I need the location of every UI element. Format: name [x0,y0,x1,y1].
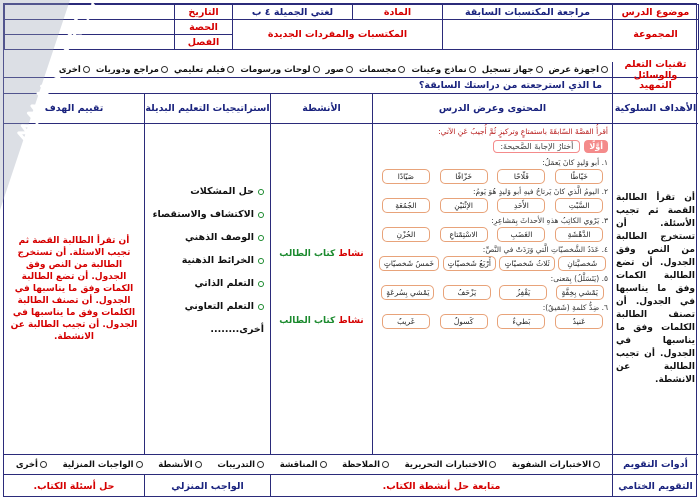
assessment-tools-row [4,454,698,474]
assessment-option[interactable] [405,460,497,470]
tool-option-label: جهاز تسجيل [481,64,534,75]
radio-circle-icon[interactable] [593,461,600,468]
group-value[interactable] [443,20,613,50]
activities-cell [270,124,372,454]
tool-option-label: صور [325,64,344,75]
assessment-option[interactable] [16,460,47,470]
assessment-option-label: المناقشة [279,459,318,470]
strategies-cell [144,124,270,454]
assessment-option[interactable] [280,460,327,470]
answer-option[interactable]: الاسْتِمْتاعِ [440,227,488,242]
question-text: ١. أبو وَليدٍ كانَ يَعمَلُ: [542,158,608,167]
evaluation-cell [4,124,144,454]
content-instruction: أقرأُ القصَّةَ السّابقَةَ باستمتاعٍ وتركيزٍ ثُمَّ أُجيبُ عَنِ الآتي: [438,127,608,136]
radio-circle-icon[interactable] [195,461,202,468]
final-label: التقويم الختامي [612,475,698,497]
answer-options [377,285,608,300]
answer-option[interactable]: يَمْشي بِخِفَّةٍ [556,285,604,300]
radio-circle-icon[interactable] [161,66,168,73]
final-assessment-row [4,474,698,497]
tool-option[interactable] [326,65,353,75]
answer-option[interactable]: صَيّادًا [382,169,430,184]
tool-option-label: لوحات ورسومات [240,64,311,75]
answer-option[interactable]: عَنيدٌ [555,314,603,329]
activity-item [271,316,372,326]
radio-circle-icon[interactable] [227,66,234,73]
assessment-option[interactable] [217,460,264,470]
answer-option[interactable]: الغَضَبِ [497,227,545,242]
learning-tools-row [4,58,698,81]
option-circle-icon[interactable] [258,212,264,218]
strategy-item [151,324,264,335]
subject-value: لغتي الجميلة ٤ ب [233,5,353,20]
tools-options [4,65,612,75]
exercise-number-badge: أوَّلًا [584,140,608,153]
assessment-option-label: الأنشطة [158,459,193,470]
date-value[interactable] [5,5,175,20]
period-label: الحصة [175,20,233,35]
strategy-label: الوصف الذهني [185,232,254,243]
answer-option[interactable]: الإثْنَيْنِ [440,198,488,213]
radio-circle-icon[interactable] [40,461,47,468]
answer-option[interactable]: يَزْحَفُ [443,285,491,300]
evaluation-text: أن تقرأ الطالبة القصة ثم تجيب الاسئلة. أن تستخرج الطالبة من النص وفق الجدول. أن تضع الطالبة الكمات وفق ما يناسبها في الجدول. أن تصنف الطالبة الكلمات وفق ما يناسبها في الجدول. أن تجيب الطالبة عن الانشطة. [10,236,138,342]
tool-option[interactable] [174,65,234,75]
plan-body [4,124,698,454]
assessment-option[interactable] [63,460,143,470]
strategy-item [151,278,264,289]
class-label: الفصل [175,35,233,50]
answer-option[interactable]: الأَحَدِ [497,198,545,213]
intro-label: التمهيد [612,78,698,93]
assessment-option-label: الاختبارات الشفوية [511,459,592,470]
option-circle-icon[interactable] [258,235,264,241]
group-label: المجموعة [613,20,699,50]
strategy-label: أخرى........ [210,324,264,335]
radio-circle-icon[interactable] [469,66,476,73]
answer-option[interactable]: يَمْشي بِسُرعَةٍ [381,285,434,300]
strategy-item [151,301,264,312]
subject-label: المادة [353,5,443,20]
answer-option[interactable]: أَرْبَعُ شَخصيّاتٍ [443,256,496,271]
intro-question: ما الذي استرجعته من دراستك السابقة؟ [418,80,602,91]
col-objectives: الأهداف السلوكية [612,94,698,123]
option-circle-icon[interactable] [258,258,264,264]
strategy-label: الاكتشاف والاستقصاء [152,209,254,220]
activity-source: كتاب الطالب [279,249,336,259]
strategy-label: التعلم التعاوني [184,301,254,312]
activity-type: نشاط [338,249,364,259]
homework-value: حل أسئلة الكتاب. [33,480,115,492]
tool-option-label: مجسمات [358,64,397,75]
topic-label: موضوع الدرس [613,5,699,20]
radio-circle-icon[interactable] [601,66,608,73]
radio-circle-icon[interactable] [83,66,90,73]
question-text: ٤. عَدَدُ الشَّخصيّاتِ الَّتي وَرَدَتْ في النَّصِّ: [482,245,608,254]
header-table [4,4,699,50]
answer-option[interactable]: شَخصيَّتانِ [558,256,606,271]
col-activities: الأنشطة [270,94,372,123]
col-strategies: استراتيجيات التعليم البديلة [144,94,270,123]
answer-options [377,198,608,213]
assessment-option-label: الملاحظة [342,459,380,470]
assessment-label: أدوات التقويم [612,455,698,474]
radio-circle-icon[interactable] [257,461,264,468]
lesson-name: المكتسبات والمفردات الجديدة [233,20,443,50]
answer-options [377,256,608,271]
questions-list [377,158,608,329]
answer-options [377,314,608,329]
tools-label: تقنيات التعلم والوسائل [612,62,698,77]
tool-option[interactable] [59,65,90,75]
answer-option[interactable]: خَمسُ شَخصيّاتٍ [379,256,439,271]
activity-type: نشاط [338,316,364,326]
radio-circle-icon[interactable] [382,461,389,468]
answer-option[interactable]: غَريبٌ [382,314,430,329]
tool-option-label: أخرى [58,64,81,75]
topic-value: مراجعة المكتسبات السابقة [443,5,613,20]
answer-options [377,169,608,184]
tool-option-label: نماذج وعينات [411,64,467,75]
tool-option[interactable] [96,65,168,75]
assessment-option[interactable] [158,460,202,470]
answer-options [377,227,608,242]
activity-item [271,249,372,259]
assessment-option-label: أخرى [15,459,38,470]
exercise-title: أختارُ الإجابةَ الصَّحيحةَ: [493,140,580,153]
question-text: ٢. اليومُ الَّذي كانَ يَرتاحُ فيهِ أبو وَليدٍ هُوَ يَومُ: [473,187,608,196]
strategy-item [151,255,264,266]
assessment-option-label: الواجبات المنزلية [62,459,134,470]
answer-option[interactable]: الحُزْنِ [382,227,430,242]
intro-row [4,78,698,94]
content-cell [372,124,612,454]
radio-circle-icon[interactable] [536,66,543,73]
answer-option[interactable]: كَسولٌ [440,314,488,329]
strategy-label: الخرائط الذهنية [181,255,254,266]
assessment-option-label: الاختبارات التحريرية [404,459,488,470]
radio-circle-icon[interactable] [313,66,320,73]
answer-option[interactable]: خَيّاطًا [555,169,603,184]
option-circle-icon[interactable] [258,189,264,195]
col-evaluation: تقييم الهدف [44,103,104,114]
activity-source: كتاب الطالب [279,316,336,326]
radio-circle-icon[interactable] [136,461,143,468]
answer-option[interactable]: الجُمُعَةِ [382,198,430,213]
tool-option-label: أجهزة عرض [548,64,599,75]
final-followup: متابعة حل أنشطة الكتاب. [270,475,612,497]
objectives-text: أن تقرأ الطالبة القصة ثم تجيب الأسئلة. أن تستخرج الطالبة من النص وفق الجدول. أن تضع الطالبة الكمات وفق ما يناسبها في الجدول. أن تصنف الطالبة الكلمات وفق ما يناسبها في الجدول. أن تجيب الطالبة عن الانشطة. [616,192,695,385]
tool-option[interactable] [359,65,405,75]
assessment-option-label: التدريبات [217,459,256,470]
col-content: المحتوى وعرض الدرس [372,94,612,123]
question-text: ٣. يَرْوي الكاتِبُ هذهِ الأحداثَ بِمَشاعِرِ: [491,216,608,225]
question-text: ٦. ضِدُّ كلمةِ (شَقيقٌ): [542,303,608,312]
answer-option[interactable]: ثَلاثُ شَخصيّاتٍ [499,256,554,271]
strategy-item [151,186,264,197]
strategy-item [151,232,264,243]
assessment-options [4,460,612,470]
radio-circle-icon[interactable] [320,461,327,468]
answer-option[interactable]: السَّبْتِ [555,198,603,213]
period-value[interactable] [5,20,175,35]
objectives-cell [612,124,698,454]
homework-label: الواجب المنزلي [144,475,270,497]
tool-option[interactable] [482,65,543,75]
strategy-item [151,209,264,220]
tool-option-label: مراجع ودوريات [95,64,159,75]
column-headers [4,94,698,124]
tool-option[interactable] [549,65,608,75]
answer-option[interactable]: يَقْفِزُ [499,285,547,300]
tool-option[interactable] [240,65,319,75]
option-circle-icon[interactable] [258,304,264,310]
class-value[interactable] [5,35,175,50]
answer-option[interactable]: خَزّافًا [440,169,488,184]
tool-option-label: فيلم تعليمي [173,64,226,75]
radio-circle-icon[interactable] [489,461,496,468]
answer-option[interactable]: الدَّهْشَةِ [555,227,603,242]
lesson-plan-page [3,3,697,497]
answer-option[interactable]: فَلّاحًا [497,169,545,184]
strategy-label: حل المشكلات [190,186,254,197]
date-label: التاريخ [175,5,233,20]
option-circle-icon[interactable] [258,281,264,287]
answer-option[interactable]: بَطيءٌ [497,314,545,329]
assessment-option[interactable] [342,460,389,470]
exercise-heading [377,140,608,153]
tool-option[interactable] [411,65,475,75]
strategy-label: التعلم الذاتي [194,278,254,289]
question-text: ٥. (يَتَسَلَّلُ) بِمَعنى: [550,274,608,283]
radio-circle-icon[interactable] [398,66,405,73]
radio-circle-icon[interactable] [346,66,353,73]
assessment-option[interactable] [512,460,600,470]
